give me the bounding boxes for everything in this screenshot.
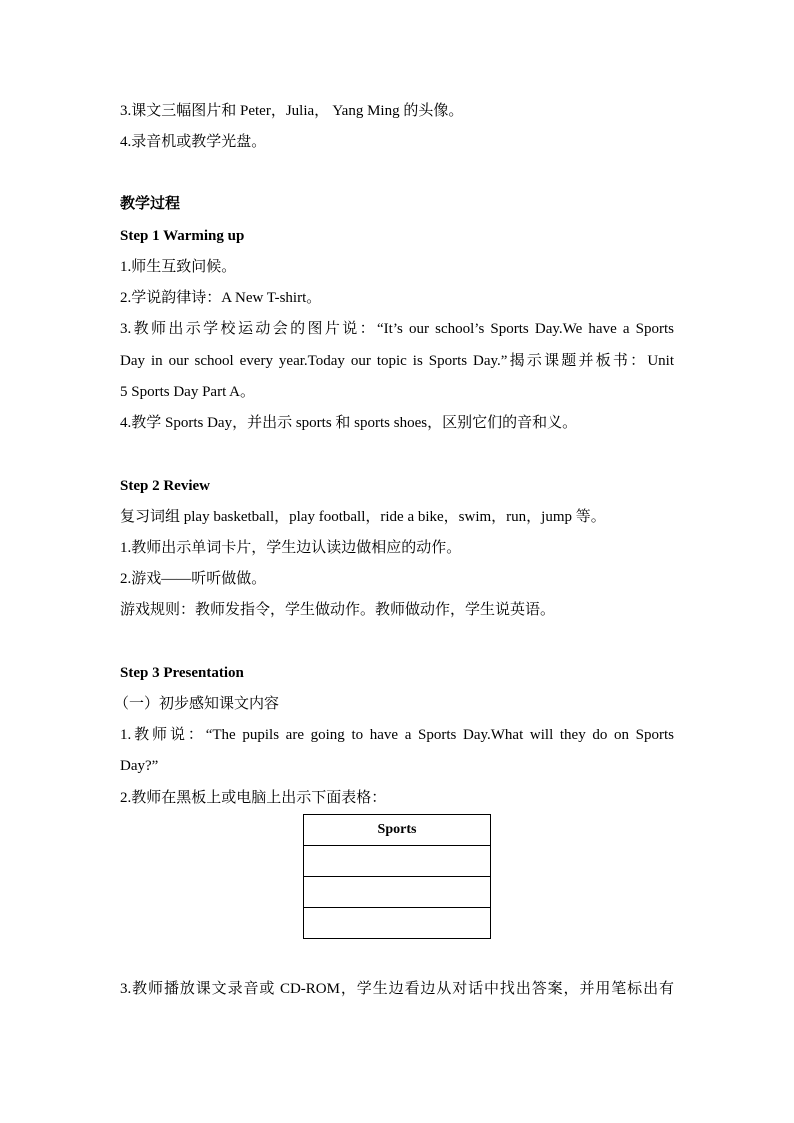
step1-item-3-line2: Day in our school every year.Today our topic is Sports Day.”揭示课题并板书：Unit	[120, 353, 674, 369]
step2-intro: 复习词组 play basketball，play football，ride a bike，swim，run，jump 等。	[120, 509, 606, 525]
step2-title: Step 2 Review	[120, 478, 210, 494]
step2-item-1: 1.教师出示单词卡片，学生边认读边做相应的动作。	[120, 540, 462, 556]
step3-item-2: 2.教师在黑板上或电脑上出示下面表格：	[120, 790, 387, 806]
step2-item-2: 2.游戏——听听做做。	[120, 571, 267, 587]
table-row	[304, 908, 491, 939]
step3-item-1-line2: Day?”	[120, 758, 159, 774]
section-title: 教学过程	[120, 196, 181, 212]
table-row	[304, 846, 491, 877]
step3-title: Step 3 Presentation	[120, 665, 244, 681]
table-header-cell: Sports	[304, 815, 491, 846]
step1-item-2: 2.学说韵律诗：A New T-shirt。	[120, 290, 322, 306]
step3-subsection: （一）初步感知课文内容	[114, 696, 280, 712]
table-header-row	[304, 815, 491, 846]
step1-item-3-line1: 3.教师出示学校运动会的图片说：“It’s our school’s Sports Day.We have a Sports	[120, 321, 674, 337]
materials-item-4: 4.录音机或教学光盘。	[120, 134, 267, 150]
step3-item-3: 3.教师播放课文录音或 CD-ROM，学生边看边从对话中找出答案，并用笔标出有	[120, 981, 674, 997]
table-cell	[304, 908, 491, 939]
step1-item-3-line3: 5 Sports Day Part A。	[120, 384, 256, 400]
table-cell	[304, 846, 491, 877]
step1-item-1: 1.师生互致问候。	[120, 259, 237, 275]
table-cell	[304, 877, 491, 908]
step1-title: Step 1 Warming up	[120, 228, 245, 244]
materials-item-3: 3.课文三幅图片和 Peter，Julia， Yang Ming 的头像。	[120, 103, 464, 119]
step1-item-4: 4.教学 Sports Day，并出示 sports 和 sports shoes，区别它们的音和义。	[120, 415, 578, 431]
sports-table	[303, 814, 491, 939]
step2-game-rules: 游戏规则：教师发指令，学生做动作。教师做动作，学生说英语。	[120, 602, 556, 618]
table-row	[304, 877, 491, 908]
step3-item-1-line1: 1.教师说：“The pupils are going to have a Sports Day.What will they do on Sports	[120, 727, 674, 743]
